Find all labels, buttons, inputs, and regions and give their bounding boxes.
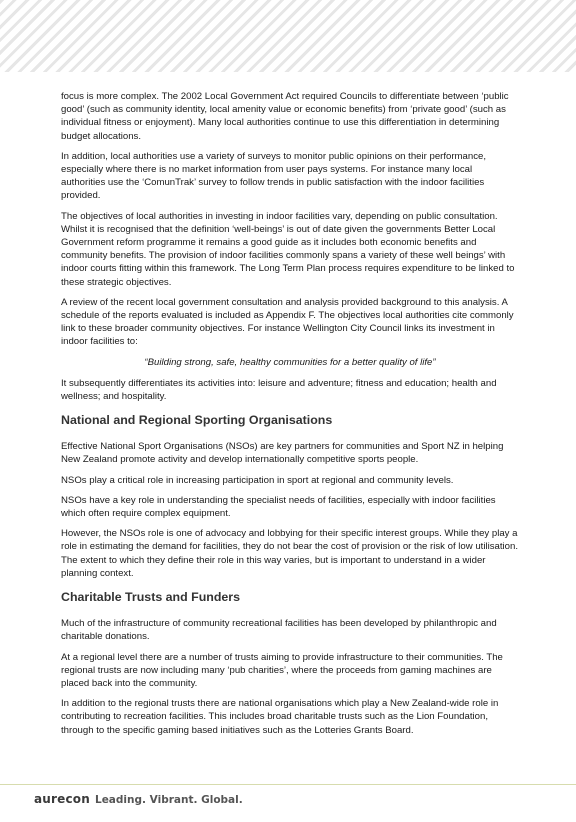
- body-paragraph: focus is more complex. The 2002 Local Government Act required Councils to differentiate between ‘public good’ (such as community identity, local amenity value or economic benefits) from ‘private good’ (such as individual fitness or enjoyment). Many local authorities continue to use this differentiation in determining budget allocations.: [61, 91, 509, 142]
- body-paragraph: In addition to the regional trusts there are national organisations which play a New Zealand-wide role in contributing to recreation facilities. This includes broad charitable trusts such as the Lion Foundation, through to the specific gaming based initiatives such as the Lotteries Grants Board.: [61, 698, 499, 736]
- body-paragraph: Effective National Sport Organisations (NSOs) are key partners for communities and Sport NZ in helping New Zealand promote activity and develop internationally competitive sports people.: [61, 441, 504, 466]
- body-paragraph: In addition, local authorities use a variety of surveys to monitor public opinions on their performance, especially where there is no market information from user pays systems. For instance many local authorities use the ‘ComunTrak’ survey to follow trends in public satisfaction with the indoor facilities provided.: [61, 150, 487, 202]
- section-heading-nso: National and Regional Sporting Organisations: [61, 413, 333, 428]
- body-paragraph: Much of the infrastructure of community recreational facilities has been developed by philanthropic and charitable donations.: [61, 618, 497, 643]
- body-paragraph: However, the NSOs role is one of advocacy and lobbying for their specific interest groups. While they play a role in estimating the demand for facilities, they do not bear the cost of provision or the risk of low utilisation. The extent to which they define their role in this way varies, but is important to understand in a wider planning context.: [61, 528, 519, 579]
- body-paragraph: It subsequently differentiates its activities into: leisure and adventure; fitness and education; health and wellness; and hospitality.: [61, 377, 497, 403]
- document-body: [61, 90, 519, 744]
- footer-rule: [0, 784, 576, 785]
- header-stripe-band: [0, 0, 576, 72]
- brand-logo: aurecon: [34, 792, 90, 806]
- brand-tagline: Leading. Vibrant. Global.: [95, 794, 243, 806]
- body-paragraph: The objectives of local authorities in investing in indoor facilities vary, depending on public consultation. Whilst it is recognised that the definition ‘well-beings’ is out of date given the governments Better Local Government reform programme it remains a good guide as it includes both economic benefits and community benefits. The provision of indoor facilities commonly spans a variety of these well beings’ with indoor courts fitting within this framework. The Long Term Plan process requires expenditure to be linked to these strategic objectives.: [61, 210, 515, 288]
- section-heading-trusts: Charitable Trusts and Funders: [61, 590, 241, 605]
- body-paragraph: At a regional level there are a number of trusts aiming to provide infrastructure to their communities. The regional trusts are now including many ‘pub charities’, where the proceeds from gaming machines are placed back into the community.: [61, 651, 503, 689]
- footer: [34, 792, 243, 808]
- body-paragraph: NSOs have a key role in understanding the specialist needs of facilities, especially with indoor facilities which often require complex equipment.: [61, 494, 496, 520]
- body-paragraph: A review of the recent local government consultation and analysis provided background to this analysis. A schedule of the reports evaluated is included as Appendix F. The objectives local authorities cite commonly link to these broader community objectives. For instance Wellington City Council links its investment in indoor facilities to:: [61, 296, 514, 348]
- body-paragraph: NSOs play a critical role in increasing participation in sport at regional and community levels.: [61, 474, 454, 486]
- quote: “Building strong, safe, healthy communities for a better quality of life”: [144, 356, 436, 368]
